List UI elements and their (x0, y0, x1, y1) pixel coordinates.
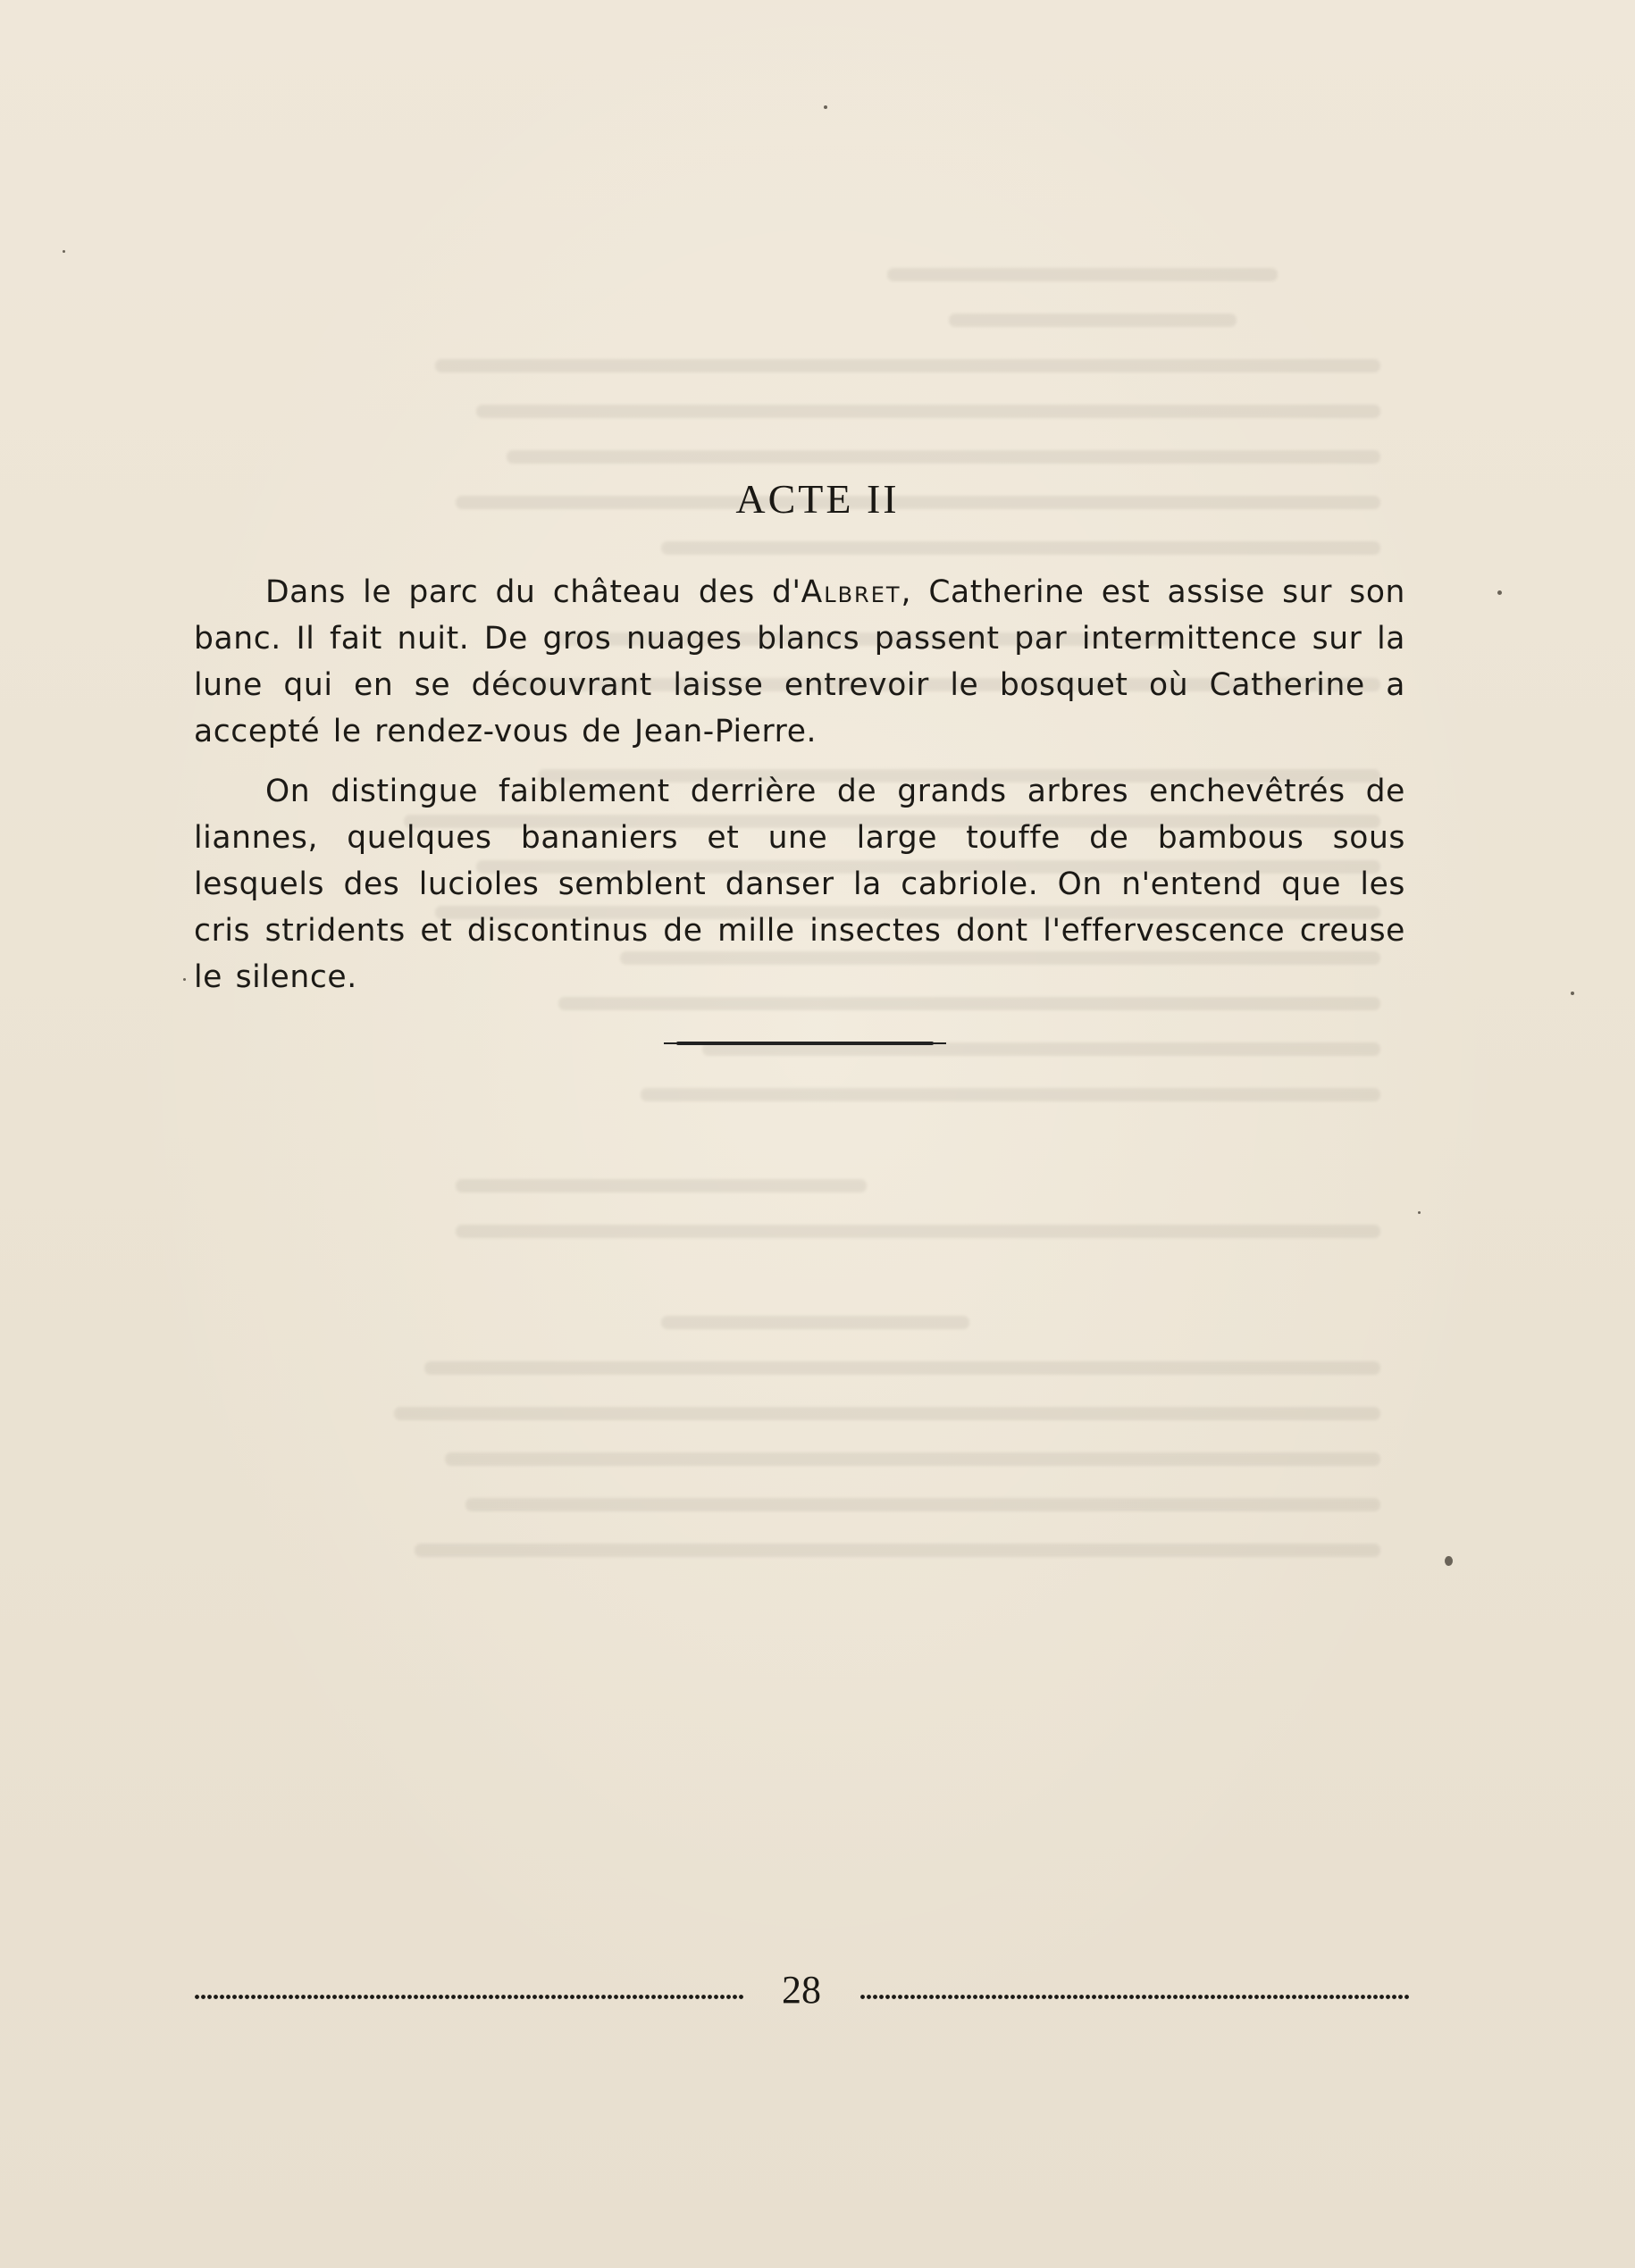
paragraph-1-text-end: , Catherine est assise sur son banc. Il fait nuit. De gros nuages blancs passent par intermittence sur la lune qui en se découvrant laisse entrevoir le bosquet où Catherine a accepté le rendez-vous de Jean-Pierre. (194, 574, 1405, 749)
paper-speck (824, 105, 827, 109)
page-number: 28 (782, 1968, 821, 2012)
dotted-leader-right (859, 1994, 1409, 2000)
act-title: ACTE II (735, 476, 900, 522)
paragraph-1-text-start: Dans le parc du château des d' (265, 574, 801, 610)
albret-name: Albret (801, 574, 901, 610)
stage-direction-paragraph-1 (194, 569, 1405, 755)
paper-speck (183, 978, 186, 981)
page-footer (194, 1958, 1409, 2021)
paper-speck (1445, 1556, 1453, 1566)
dotted-leader-left (194, 1994, 743, 2000)
paper-speck (1497, 590, 1502, 595)
paper-speck (1571, 992, 1574, 995)
stage-direction-paragraph-2: On distingue faiblement derrière de grands arbres enchevêtrés de liannes, quelques bananiers et une large touffe de bambous sous lesquels des lucioles semblent danser la cabriole. On n'entend que les cris stridents et discontinus de mille insectes dont l'effervescence creuse le silence. (194, 774, 1405, 995)
paper-speck (63, 250, 65, 253)
decorative-rule (676, 1042, 934, 1045)
paper-speck (1418, 1211, 1421, 1214)
